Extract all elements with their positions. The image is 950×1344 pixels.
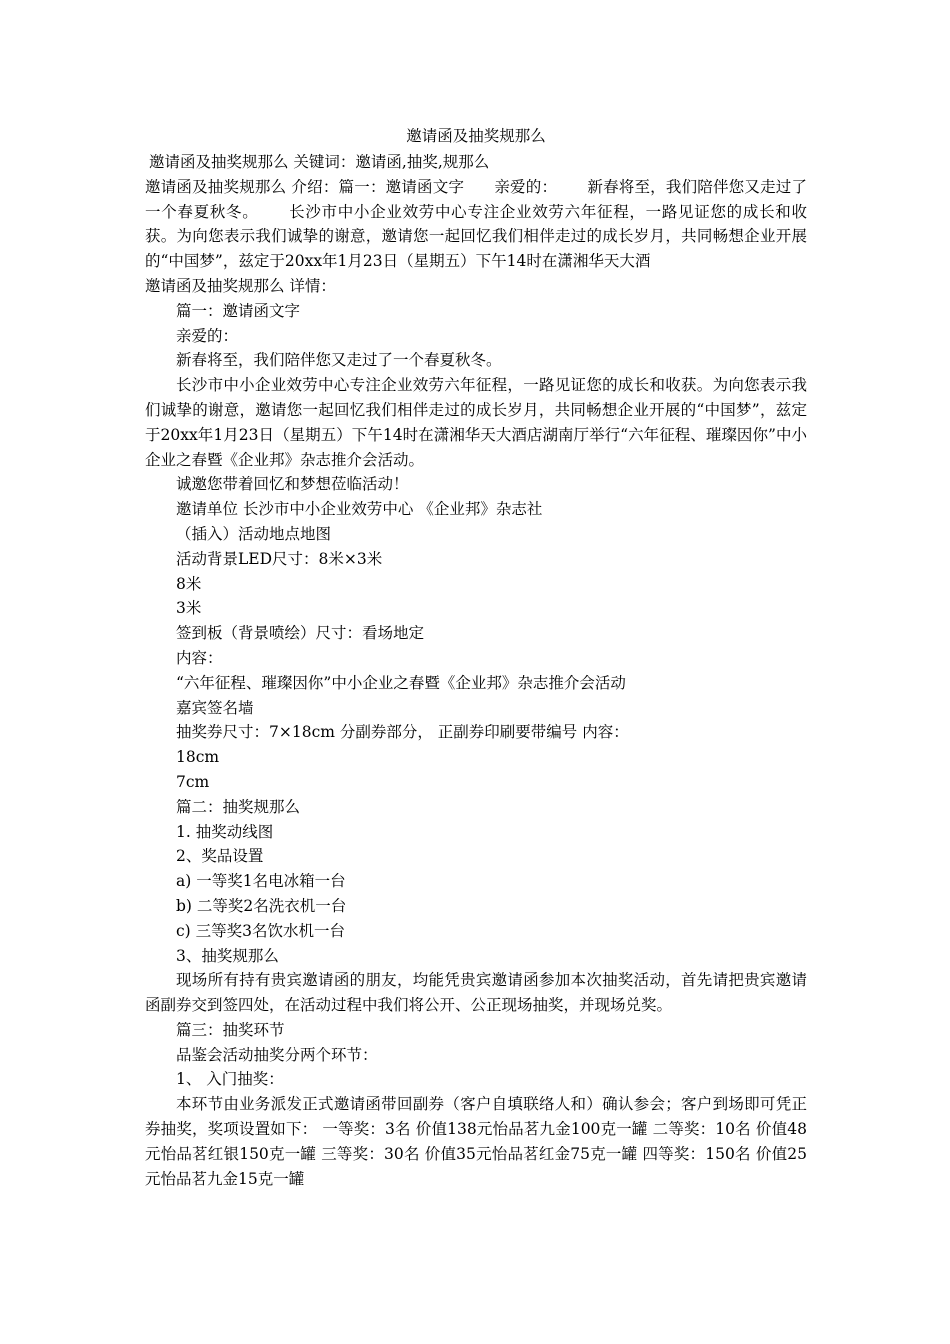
body-paragraph-3: 本环节由业务派发正式邀请函带回副券（客户自填联络人和）确认参会；客户到场即可凭正券抽奖，奖项设置如下： 一等奖：3名 价值138元怡品茗九金100克一罐 二等奖：10名 价值48元怡品茗红银150克一罐 三等奖：30名 价值35元怡品茗红金75克一罐 四等奖：150名 价值25元怡品茗九金15克一罐: [145, 1095, 807, 1188]
section-line: 篇一：邀请函文字: [176, 301, 301, 320]
body-paragraph-1: 长沙市中小企业效劳中心专注企业效劳六年征程，一路见证您的成长和收获。为向您表示我们诚挚的谢意，邀请您一起回忆我们相伴走过的成长岁月，共同畅想企业开展的“中国梦”，兹定于20xx年1月23日（星期五）下午14时在潇湘华天大酒店湖南厅举行“六年征程、璀璨因你”中小企业之春暨《企业邦》杂志推介会活动。: [145, 376, 807, 469]
intro-lead: 邀请函及抽奖规那么 介绍：篇一：邀请函文字: [145, 177, 465, 196]
section-line: c) 三等奖3名饮水机一台: [176, 921, 346, 940]
section-line: 1、 入门抽奖：: [176, 1070, 284, 1089]
section-line: 1. 抽奖动线图: [176, 822, 274, 841]
document-page: [145, 124, 807, 1191]
section-line: “六年征程、璀璨因你”中小企业之春暨《企业邦》杂志推介会活动: [176, 673, 626, 692]
section-line: 18cm: [176, 748, 220, 767]
section-line: 抽奖券尺寸：7×18cm 分副券部分， 正副券印刷要带编号 内容：: [176, 723, 629, 742]
section-line: 新春将至，我们陪伴您又走过了一个春夏秋冬。: [176, 351, 502, 370]
section-line: 邀请单位 长沙市中小企业效劳中心 《企业邦》杂志社: [176, 500, 543, 519]
section-line: 8米: [176, 574, 202, 593]
keywords-line: 邀请函及抽奖规那么 关键词：邀请函,抽奖,规那么: [149, 153, 490, 171]
intro-text-2: 长沙市中小企业效劳中心专注企业效劳六年征程，一路见证您的成长和收获。为向您表示我们诚挚的谢意，邀请您一起回忆我们相伴走过的成长岁月，共同畅想企业开展的“中国梦”，兹定于20xx年1月23日（星期五）下午14时在潇湘华天大酒: [145, 202, 807, 271]
detail-label: 邀请函及抽奖规那么 详情：: [145, 276, 336, 295]
section-line: 篇二：抽奖规那么: [176, 797, 301, 816]
section-line: 3、抽奖规那么: [176, 946, 279, 965]
section-line: b) 二等奖2名洗衣机一台: [176, 896, 347, 915]
section-line: 活动背景LED尺寸：8米×3米: [176, 549, 383, 568]
intro-greeting: 亲爱的：: [494, 177, 558, 196]
section-line: 7cm: [176, 772, 210, 791]
section-line: 嘉宾签名墙: [176, 698, 254, 717]
section-line: 亲爱的：: [176, 326, 239, 345]
section-line: 篇三：抽奖环节: [176, 1020, 285, 1039]
intro-text: 新春将至，我们陪伴您又走过了一个春夏秋冬。: [145, 177, 807, 221]
section-line: （插入）活动地点地图: [176, 524, 332, 543]
section-line: 签到板（背景喷绘）尺寸：看场地定: [176, 624, 425, 643]
document-title: 邀请函及抽奖规那么: [406, 127, 546, 145]
section-line: 3米: [176, 599, 202, 618]
section-line: 内容：: [176, 648, 223, 667]
intro-paragraph: [145, 175, 807, 274]
section-line: 诚邀您带着回忆和梦想莅临活动！: [176, 475, 409, 494]
section-line: 品鉴会活动抽奖分两个环节：: [176, 1045, 378, 1064]
body-paragraph-2: 现场所有持有贵宾邀请函的朋友，均能凭贵宾邀请函参加本次抽奖活动，首先请把贵宾邀请函副券交到签四处，在活动过程中我们将公开、公正现场抽奖，并现场兑奖。: [145, 971, 807, 1015]
section-line: a) 一等奖1名电冰箱一台: [176, 872, 346, 891]
section-line: 2、奖品设置: [176, 847, 264, 866]
